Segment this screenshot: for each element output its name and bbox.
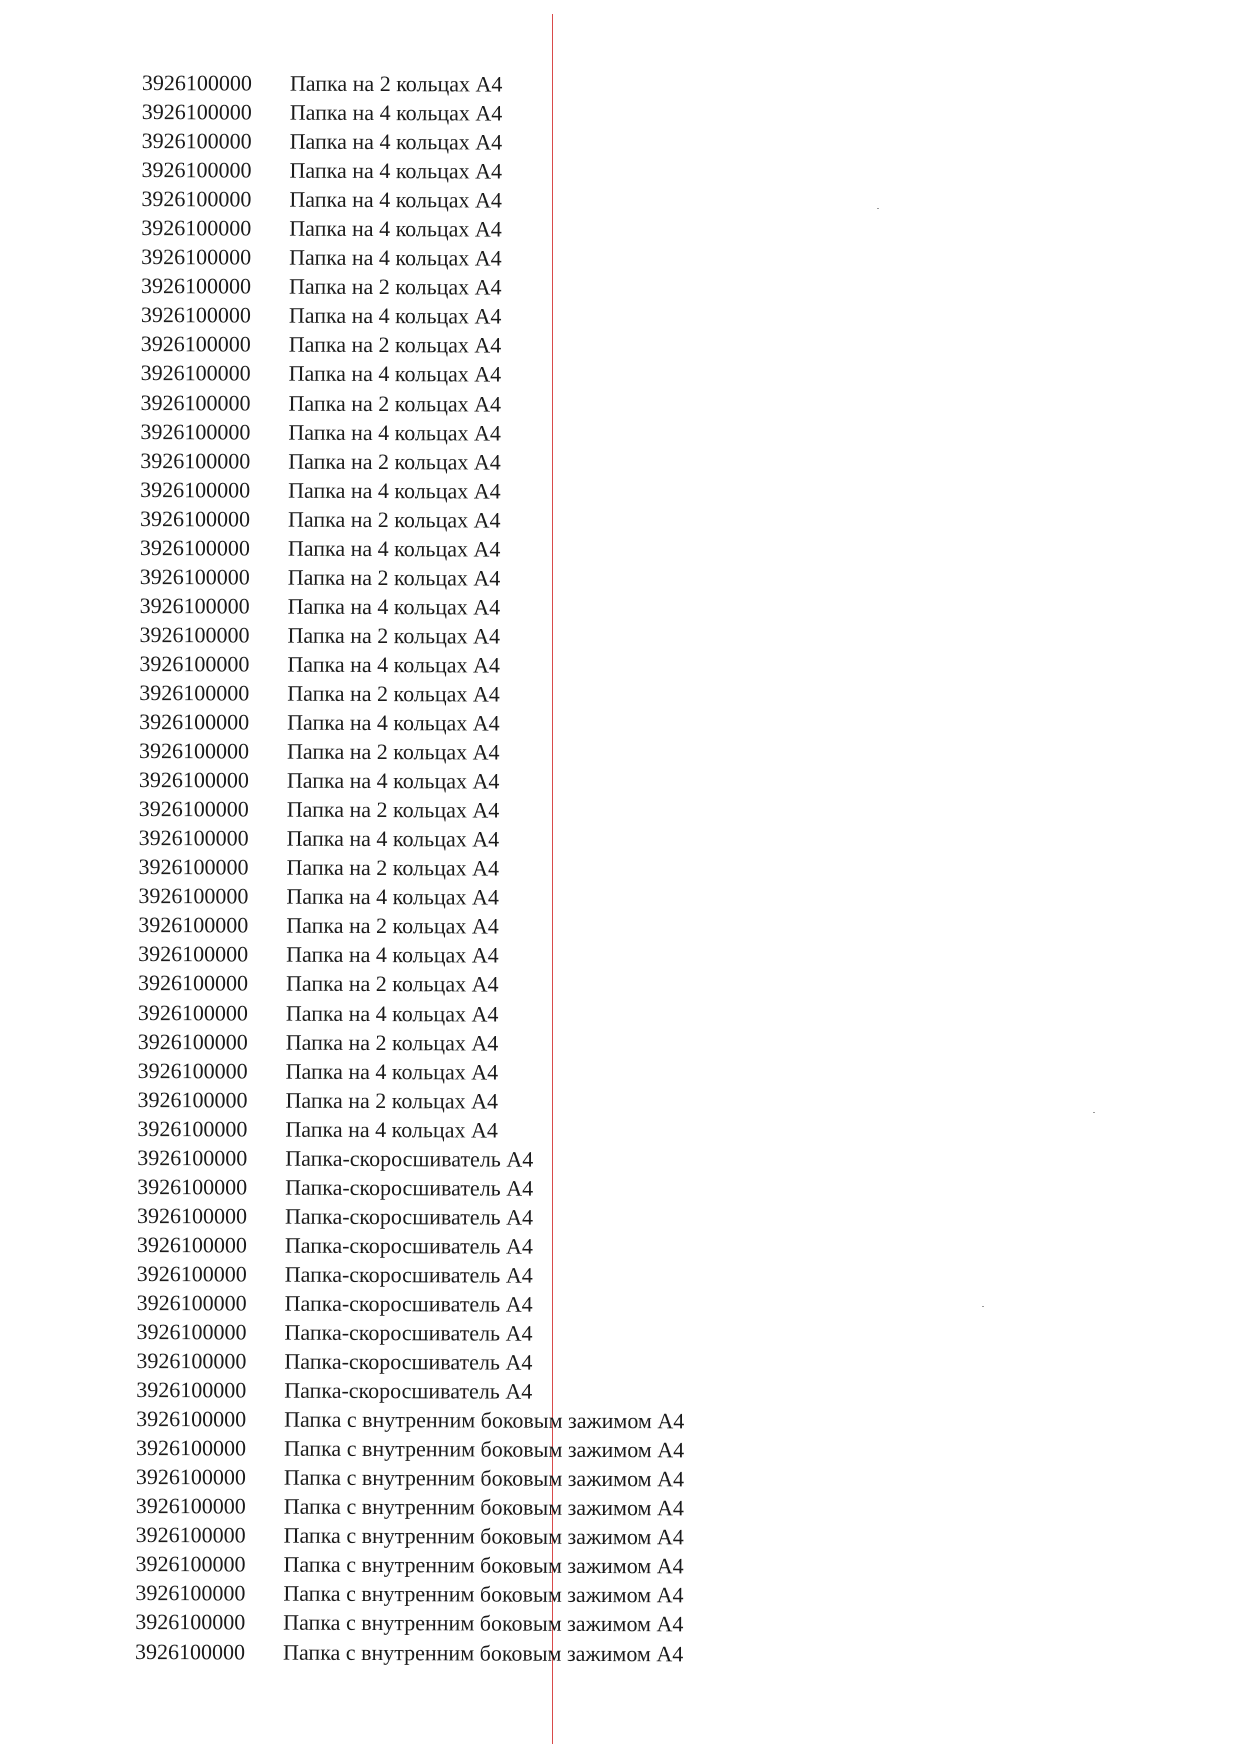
item-description: Папка на 4 кольцах А4: [289, 244, 502, 271]
list-item: [137, 1230, 685, 1261]
item-description: Папка на 4 кольцах А4: [286, 942, 499, 968]
item-description: Папка на 4 кольцах А4: [289, 128, 503, 155]
item-description: Папка-скоросшиватель А4: [285, 1145, 534, 1172]
item-code: 3926100000: [135, 1609, 246, 1635]
item-description: Папка на 4 кольцах А4: [285, 1058, 499, 1085]
item-description: Папка-скоросшиватель А4: [284, 1203, 534, 1230]
list-item: [138, 910, 686, 941]
item-code: 3926100000: [139, 650, 250, 677]
item-description: Папка на 2 кольцах А4: [288, 273, 502, 300]
list-item: [136, 1317, 684, 1348]
item-description: Папка-скоросшиватель А4: [284, 1290, 533, 1317]
item-description: Папка с внутренним боковым зажимом А4: [283, 1639, 684, 1666]
item-code: 3926100000: [138, 796, 249, 822]
scan-speck: [982, 1306, 984, 1307]
item-code: 3926100000: [138, 767, 249, 793]
item-description: Папка на 4 кольцах А4: [289, 99, 503, 126]
item-code: 3926100000: [137, 1086, 248, 1113]
item-description: Папка с внутренним боковым зажимом А4: [283, 1493, 684, 1521]
list-item: [140, 475, 688, 506]
item-code: 3926100000: [137, 1144, 248, 1171]
list-item: [137, 1172, 685, 1203]
item-code: 3926100000: [135, 1493, 246, 1519]
item-description: Папка на 4 кольцах А4: [285, 1116, 498, 1143]
list-item: [140, 446, 688, 477]
list-item: [140, 533, 688, 564]
list-item: [137, 1143, 685, 1174]
list-item: [141, 155, 689, 186]
item-description: Папка с внутренним боковым зажимом А4: [283, 1464, 685, 1492]
list-item: [141, 242, 689, 273]
item-code: 3926100000: [140, 418, 251, 445]
list-item: [140, 417, 688, 448]
item-code: 3926100000: [137, 1057, 248, 1084]
list-item: [137, 1114, 685, 1145]
item-description: Папка на 4 кольцах А4: [289, 157, 503, 184]
product-list: [135, 68, 690, 1668]
list-item: [140, 388, 688, 419]
item-description: Папка-скоросшиватель А4: [285, 1174, 534, 1201]
item-description: Папка на 4 кольцах А4: [287, 593, 501, 620]
list-item: [142, 126, 690, 157]
list-item: [136, 1375, 684, 1406]
list-item: [140, 504, 688, 535]
item-description: Папка на 4 кольцах А4: [288, 303, 502, 329]
item-description: Папка на 4 кольцах А4: [286, 883, 499, 910]
item-code: 3926100000: [141, 99, 252, 125]
list-item: [136, 1433, 684, 1464]
list-item: [141, 300, 689, 331]
list-item: [139, 649, 687, 680]
item-description: Папка на 2 кольцах А4: [289, 70, 503, 97]
list-item: [136, 1404, 684, 1435]
item-code: 3926100000: [136, 1377, 247, 1403]
item-code: 3926100000: [139, 563, 250, 590]
item-description: Папка на 2 кольцах А4: [285, 1029, 499, 1056]
list-item: [138, 997, 686, 1028]
item-description: Папка с внутренним боковым зажимом А4: [283, 1552, 684, 1579]
list-item: [141, 213, 689, 244]
list-item: [135, 1549, 683, 1580]
item-code: 3926100000: [138, 941, 249, 967]
list-item: [136, 1462, 684, 1493]
item-code: 3926100000: [141, 215, 252, 241]
item-description: Папка на 2 кольцах А4: [288, 390, 502, 417]
item-code: 3926100000: [138, 738, 250, 764]
item-code: 3926100000: [139, 505, 251, 532]
item-code: 3926100000: [138, 825, 249, 851]
item-code: 3926100000: [141, 157, 252, 183]
list-item: [140, 591, 688, 622]
list-item: [138, 1027, 686, 1058]
item-code: 3926100000: [139, 679, 250, 706]
item-description: Папка на 2 кольцах А4: [285, 1087, 499, 1114]
item-description: Папка с внутренним боковым зажимом А4: [283, 1522, 684, 1550]
item-code: 3926100000: [141, 186, 252, 212]
scan-speck: [1093, 1112, 1095, 1113]
item-code: 3926100000: [137, 999, 248, 1025]
item-description: Папка на 2 кольцах А4: [287, 680, 500, 707]
item-code: 3926100000: [137, 1173, 248, 1200]
item-code: 3926100000: [136, 1231, 247, 1258]
list-item: [139, 823, 687, 854]
item-code: 3926100000: [136, 1319, 247, 1345]
item-code: 3926100000: [135, 1464, 246, 1490]
item-description: Папка на 2 кольцах А4: [288, 448, 501, 475]
item-description: Папка на 4 кольцах А4: [287, 651, 500, 678]
item-code: 3926100000: [135, 1551, 246, 1577]
list-item: [138, 1056, 686, 1087]
item-code: 3926100000: [138, 912, 249, 938]
item-code: 3926100000: [138, 854, 249, 880]
item-code: 3926100000: [137, 970, 249, 996]
item-code: 3926100000: [140, 302, 251, 328]
item-code: 3926100000: [140, 360, 251, 386]
item-code: 3926100000: [135, 1580, 246, 1606]
list-item: [138, 968, 686, 999]
list-item: [139, 707, 687, 738]
item-description: Папка-скоросшиватель А4: [284, 1261, 533, 1288]
item-code: 3926100000: [136, 1202, 248, 1229]
item-description: Папка на 4 кольцах А4: [289, 215, 502, 242]
item-code: 3926100000: [136, 1289, 247, 1316]
list-item: [141, 184, 689, 215]
item-description: Папка на 2 кольцах А4: [287, 506, 501, 533]
list-item: [139, 794, 687, 825]
item-code: 3926100000: [135, 1435, 247, 1461]
item-code: 3926100000: [138, 883, 249, 909]
item-code: 3926100000: [141, 128, 252, 154]
item-code: 3926100000: [140, 389, 251, 415]
list-item: [140, 562, 688, 593]
list-item: [139, 678, 687, 709]
item-code: 3926100000: [140, 331, 251, 357]
list-item: [135, 1578, 683, 1609]
item-description: Папка на 4 кольцах А4: [289, 186, 502, 213]
list-item: [136, 1520, 684, 1551]
item-code: 3926100000: [139, 621, 250, 648]
list-item: [137, 1201, 685, 1232]
item-description: Папка-скоросшиватель А4: [284, 1377, 533, 1404]
item-description: Папка на 4 кольцах А4: [286, 767, 500, 794]
item-description: Папка с внутренним боковым зажимом А4: [283, 1581, 684, 1608]
list-item: [142, 97, 690, 128]
item-code: 3926100000: [140, 447, 251, 474]
item-code: 3926100000: [136, 1406, 247, 1432]
item-description: Папка с внутренним боковым зажимом А4: [284, 1406, 685, 1434]
item-description: Папка с внутренним боковым зажимом А4: [283, 1610, 684, 1637]
item-description: Папка на 2 кольцах А4: [285, 971, 499, 998]
item-code: 3926100000: [139, 592, 250, 619]
list-item: [135, 1637, 683, 1668]
list-item: [139, 620, 687, 651]
item-description: Папка на 4 кольцах А4: [288, 419, 501, 446]
list-item: [141, 358, 689, 389]
list-item: [136, 1491, 684, 1522]
item-description: Папка на 4 кольцах А4: [288, 477, 501, 504]
item-description: Папка на 4 кольцах А4: [287, 709, 500, 736]
item-code: 3926100000: [141, 69, 252, 96]
item-description: Папка на 2 кольцах А4: [288, 332, 502, 358]
item-description: Папка-скоросшиватель А4: [284, 1348, 533, 1375]
list-item: [138, 881, 686, 912]
list-item: [138, 852, 686, 883]
item-description: Папка на 4 кольцах А4: [288, 361, 502, 388]
item-code: 3926100000: [137, 1028, 248, 1055]
list-item: [141, 271, 689, 302]
item-code: 3926100000: [139, 709, 250, 735]
list-item: [137, 1085, 685, 1116]
item-description: Папка с внутренним боковым зажимом А4: [283, 1435, 685, 1463]
list-item: [136, 1346, 684, 1377]
item-code: 3926100000: [140, 476, 251, 503]
item-code: 3926100000: [135, 1522, 246, 1548]
item-description: Папка-скоросшиватель А4: [284, 1232, 533, 1259]
scan-speck: [877, 208, 879, 209]
list-item: [141, 329, 689, 360]
list-item: [137, 1259, 685, 1290]
item-code: 3926100000: [137, 1115, 248, 1142]
item-code: 3926100000: [139, 534, 250, 561]
item-description: Папка на 2 кольцах А4: [286, 738, 500, 765]
list-item: [137, 1288, 685, 1319]
item-description: Папка на 2 кольцах А4: [287, 564, 501, 591]
list-item: [139, 736, 687, 767]
item-description: Папка на 2 кольцах А4: [286, 796, 500, 823]
item-description: Папка на 2 кольцах А4: [286, 854, 500, 881]
item-description: Папка на 4 кольцах А4: [286, 825, 500, 852]
item-description: Папка на 4 кольцах А4: [287, 535, 501, 562]
list-item: [135, 1607, 683, 1638]
item-description: Папка на 2 кольцах А4: [287, 622, 501, 649]
item-code: 3926100000: [141, 244, 252, 270]
item-description: Папка на 2 кольцах А4: [286, 912, 499, 939]
item-code: 3926100000: [136, 1260, 247, 1287]
item-code: 3926100000: [140, 273, 252, 299]
item-description: Папка-скоросшиватель А4: [284, 1319, 533, 1346]
list-item: [139, 765, 687, 796]
item-code: 3926100000: [136, 1348, 247, 1374]
list-item: [142, 68, 690, 99]
item-code: 3926100000: [135, 1638, 246, 1664]
list-item: [138, 939, 686, 970]
item-description: Папка на 4 кольцах А4: [285, 1000, 499, 1027]
